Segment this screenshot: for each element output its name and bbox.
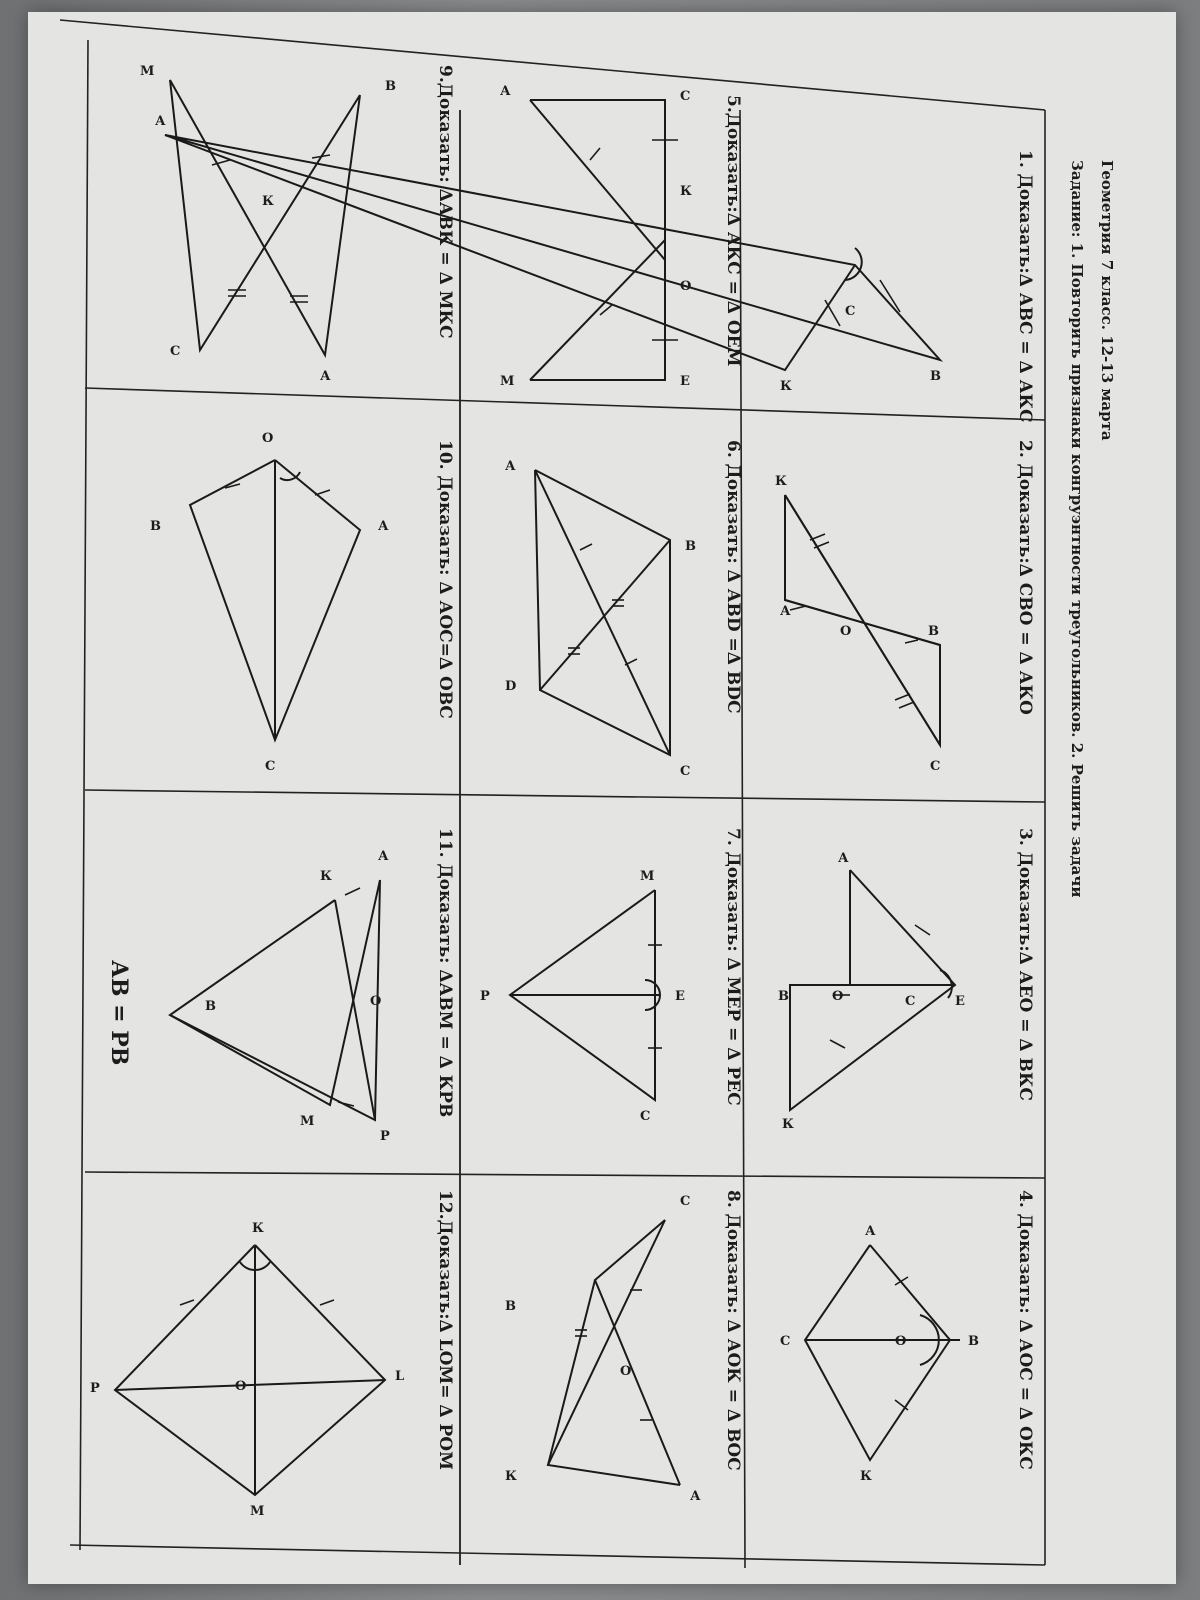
problem-8-label-c: С xyxy=(680,1194,691,1209)
problem-5-label-k: К xyxy=(680,184,692,199)
problem-12-label-p: Р xyxy=(90,1381,100,1396)
problem-3-label-k: К xyxy=(782,1117,794,1132)
problem-4-figure xyxy=(780,1224,979,1484)
problem-11-figure xyxy=(106,849,390,1144)
problem-9 xyxy=(140,64,455,384)
problem-12-title: 12.Доказать:Δ LОМ= Δ РОМ xyxy=(435,1190,455,1470)
worksheet-title: Геометрия 7 класс. 12-13 марта xyxy=(1098,160,1116,441)
problem-9-label-a: А xyxy=(320,369,331,384)
problem-10-label-c: С xyxy=(265,759,276,774)
problem-6-label-a: А xyxy=(505,459,516,474)
problem-5-title: 5.Доказать:Δ АКС = Δ ОЕМ xyxy=(723,95,743,367)
problem-12 xyxy=(90,1190,455,1519)
problem-3-label-c: С xyxy=(905,994,916,1009)
problem-8-label-o: О xyxy=(620,1364,632,1379)
problem-5-label-c: С xyxy=(680,89,691,104)
problem-9-label-b: В xyxy=(385,79,396,94)
problem-11-label-o: О xyxy=(370,994,382,1009)
problem-6-label-d: D xyxy=(505,679,517,694)
problem-10-label-b: В xyxy=(150,519,161,534)
problem-8-label-b: В xyxy=(505,1299,516,1314)
problem-5-label-a: А xyxy=(500,84,511,99)
problem-11-given: АВ = РВ xyxy=(106,960,132,1066)
problem-8 xyxy=(505,1190,743,1504)
problem-12-label-o: О xyxy=(235,1379,247,1394)
problem-11-label-b: В xyxy=(205,999,216,1014)
problem-12-label-l: L xyxy=(395,1369,405,1384)
problem-12-label-k: К xyxy=(252,1221,264,1236)
problem-6 xyxy=(505,440,743,779)
problem-1-label-c: С xyxy=(845,304,856,319)
problem-3-figure xyxy=(778,851,965,1132)
problem-3-label-o: О xyxy=(832,989,844,1004)
problem-2-figure xyxy=(775,474,940,774)
problem-6-label-c: С xyxy=(680,764,691,779)
problem-6-title: 6. Доказать: Δ АВD =Δ ВDС xyxy=(723,440,743,714)
problem-10-figure xyxy=(150,431,389,774)
problem-10-label-o: О xyxy=(262,431,274,446)
problem-9-label-m: М xyxy=(140,64,155,79)
problem-12-label-m: М xyxy=(250,1504,265,1519)
problem-11-label-p: Р xyxy=(380,1129,390,1144)
problem-4-title: 4. Доказать: Δ АОС = Δ ОКС xyxy=(1015,1190,1035,1470)
problem-1-title: 1. Доказать:Δ АВС = Δ АКС xyxy=(1015,150,1035,423)
problem-5-label-e: Е xyxy=(680,374,690,389)
problem-9-title: 9.Доказать: ΔАВК = Δ МКС xyxy=(435,65,455,339)
problem-11-label-k: К xyxy=(320,869,332,884)
problem-2-label-a: А xyxy=(780,604,791,619)
problem-4-label-c: С xyxy=(780,1334,791,1349)
problem-1-label-a: А xyxy=(155,114,166,129)
problem-11-title: 11. Доказать: ΔАВМ = Δ КРВ xyxy=(435,828,455,1118)
problem-11-label-a: А xyxy=(378,849,389,864)
problem-9-label-c: С xyxy=(170,344,181,359)
problem-9-label-k: К xyxy=(262,194,274,209)
problem-2-label-k: К xyxy=(775,474,787,489)
problem-3-label-b: В xyxy=(778,989,789,1004)
problem-7-label-p: Р xyxy=(480,989,490,1004)
problem-8-figure xyxy=(505,1194,701,1504)
problem-7-label-c: С xyxy=(640,1109,651,1124)
problem-11 xyxy=(106,828,455,1144)
problem-7-figure xyxy=(480,869,685,1124)
problem-11-label-m: М xyxy=(300,1114,315,1129)
problem-10 xyxy=(150,431,455,774)
problem-2-label-o: О xyxy=(840,624,852,639)
problem-6-label-b: В xyxy=(685,539,696,554)
problem-5-label-o: О xyxy=(680,279,692,294)
problem-5-label-m: М xyxy=(500,374,515,389)
problem-2-title: 2. Доказать:Δ СВО = Δ АКО xyxy=(1015,440,1035,715)
problem-7 xyxy=(480,828,743,1124)
problem-4-label-o: О xyxy=(895,1334,907,1349)
problem-6-figure xyxy=(505,459,696,779)
problem-3-label-e: Е xyxy=(955,994,965,1009)
problem-10-label-a: А xyxy=(378,519,389,534)
problem-3-title: 3. Доказать:Δ АЕО = Δ ВКС xyxy=(1015,828,1035,1101)
problem-9-figure xyxy=(140,64,396,384)
problem-12-figure xyxy=(90,1221,404,1519)
problem-7-label-e: Е xyxy=(675,989,685,1004)
problem-8-title: 8. Доказать: Δ АОК = Δ ВОС xyxy=(723,1190,743,1471)
problem-8-label-a: А xyxy=(690,1489,701,1504)
worksheet-task: Задание: 1. Повторить признаки конгруэнтности треугольников. 2. Решить задачи xyxy=(1068,160,1086,898)
problem-4-label-b: В xyxy=(968,1334,979,1349)
problem-2-label-b: В xyxy=(928,624,939,639)
problem-4-label-k: К xyxy=(860,1469,872,1484)
problem-10-title: 10. Доказать: Δ АОС=Δ ОВС xyxy=(435,440,455,719)
problem-1 xyxy=(155,114,1035,423)
problem-2 xyxy=(775,440,1035,774)
problem-1-figure xyxy=(155,114,941,394)
problem-4 xyxy=(780,1190,1035,1484)
problem-7-title: 7. Доказать: Δ МЕР = Δ РЕС xyxy=(723,828,743,1106)
problem-3-label-a: А xyxy=(838,851,849,866)
problem-8-label-k: К xyxy=(505,1469,517,1484)
problem-7-label-m: М xyxy=(640,869,655,884)
problem-5-figure xyxy=(500,84,692,389)
problem-1-label-b: В xyxy=(930,369,941,384)
problem-1-label-k: К xyxy=(780,379,792,394)
problem-4-label-a: А xyxy=(865,1224,876,1239)
problem-2-label-c: С xyxy=(930,759,941,774)
problem-3 xyxy=(778,828,1035,1132)
